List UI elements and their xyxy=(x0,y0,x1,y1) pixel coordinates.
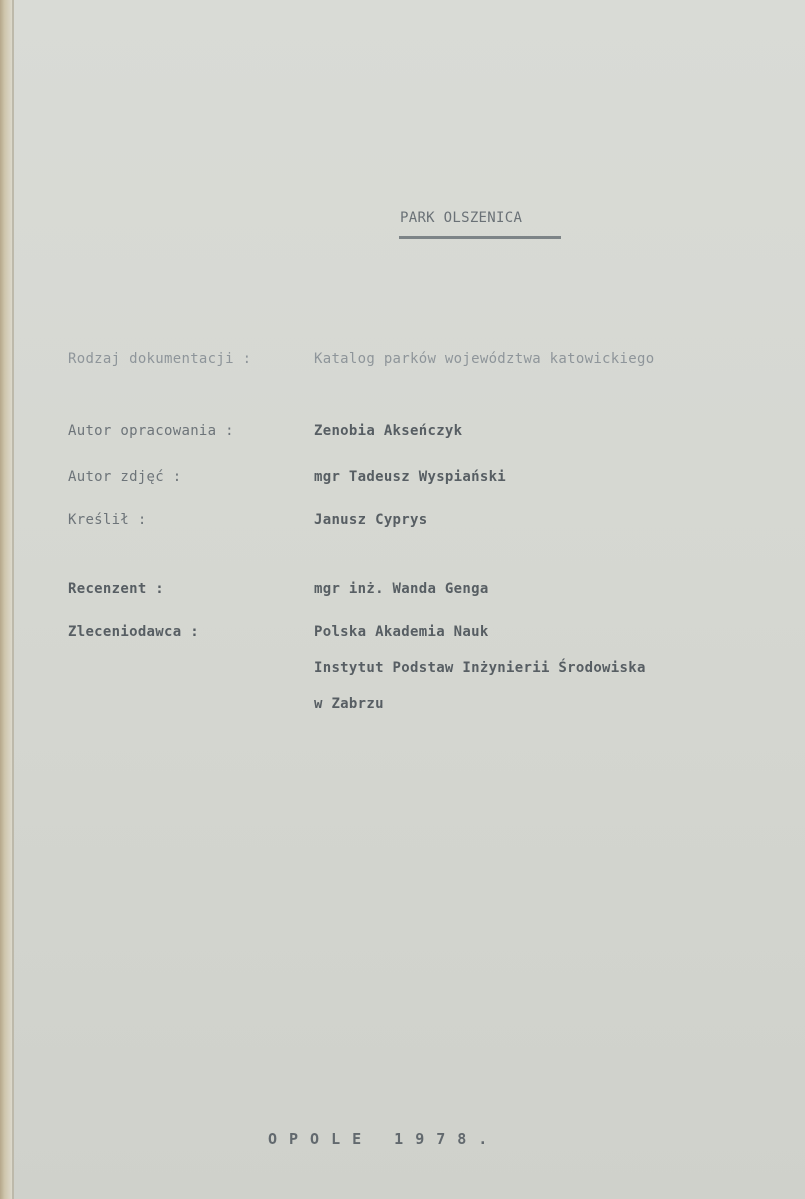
value-client-line-2: Instytut Podstaw Inżynierii Środowiska xyxy=(314,660,646,676)
label-drafter: Kreślił : xyxy=(68,512,147,528)
value-client-line-1: Polska Akademia Nauk xyxy=(314,624,489,640)
binding-edge xyxy=(0,0,12,1199)
value-author: Zenobia Akseńczyk xyxy=(314,423,463,439)
title-underline xyxy=(399,236,561,239)
value-photos-author: mgr Tadeusz Wyspiański xyxy=(314,469,507,485)
value-drafter: Janusz Cyprys xyxy=(314,512,428,528)
label-photos-author: Autor zdjęć : xyxy=(68,469,182,485)
label-documentation-type: Rodzaj dokumentacji : xyxy=(68,351,252,367)
label-client: Zleceniodawca : xyxy=(68,624,199,640)
binding-line xyxy=(12,0,14,1199)
document-title: PARK OLSZENICA xyxy=(400,210,523,226)
value-documentation-type: Katalog parków województwa katowickiego xyxy=(314,351,655,367)
label-reviewer: Recenzent : xyxy=(68,581,165,597)
value-reviewer: mgr inż. Wanda Genga xyxy=(314,581,489,597)
label-author: Autor opracowania : xyxy=(68,423,234,439)
place-and-year: OPOLE 1978. xyxy=(268,1130,500,1148)
value-client-line-3: w Zabrzu xyxy=(314,696,384,712)
